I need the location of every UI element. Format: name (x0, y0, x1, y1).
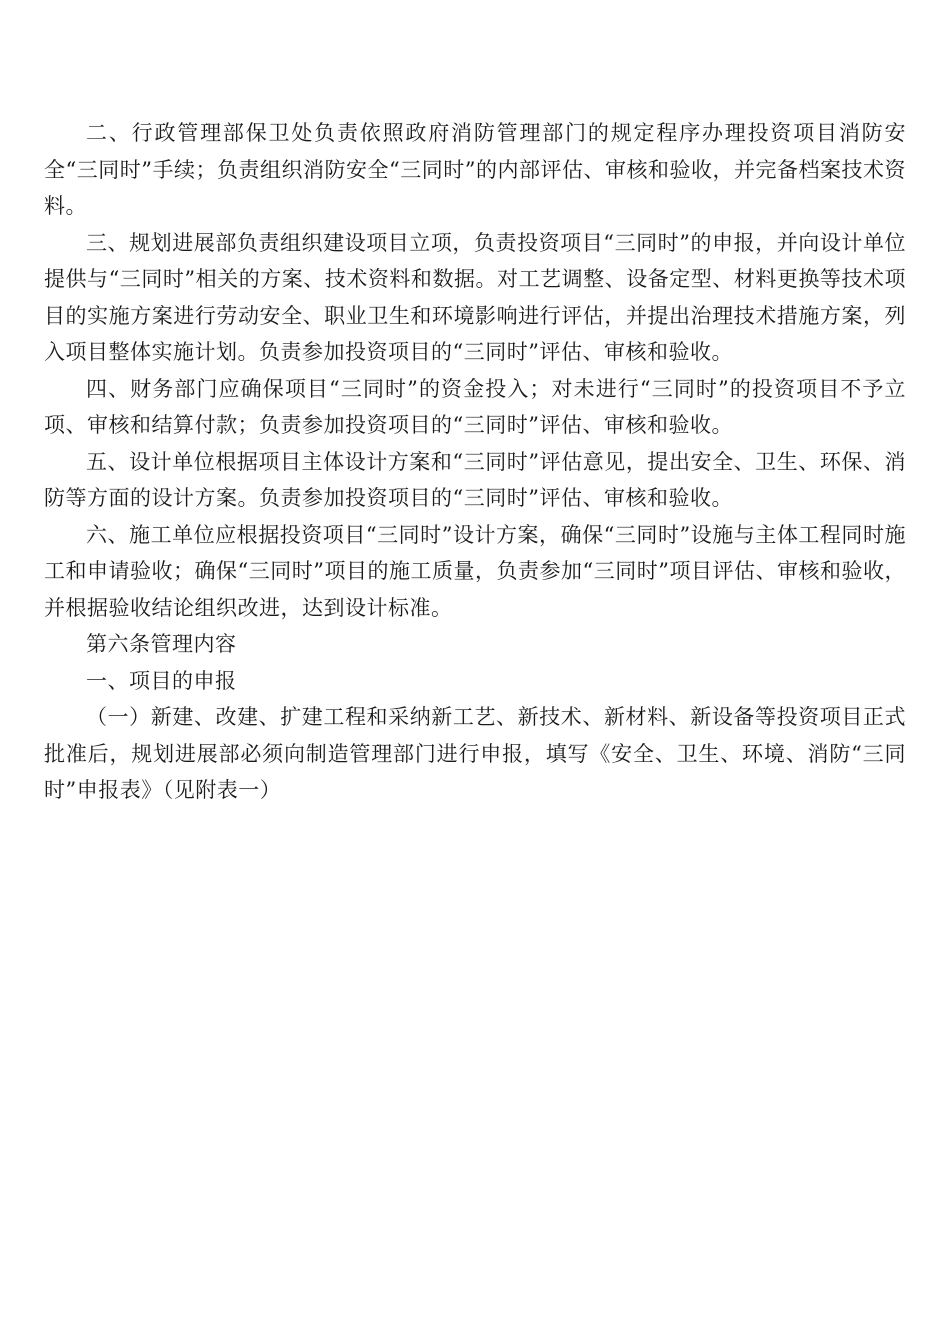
paragraph-planning-department: 三、规划进展部负责组织建设项目立项，负责投资项目“三同时”的申报，并向设计单位提供与“三同时”相关的方案、技术资料和数据。对工艺调整、设备定型、材料更换等技术项目的实施方案进行劳动安全、职业卫生和环境影响进行评估，并提出治理技术措施方案，列入项目整体实施计划。负责参加投资项目的“三同时”评估、审核和验收。 (44, 230, 906, 364)
paragraph-design-unit: 五、设计单位根据项目主体设计方案和“三同时”评估意见，提出安全、卫生、环保、消防等方面的设计方案。负责参加投资项目的“三同时”评估、审核和验收。 (44, 449, 906, 510)
paragraph-construction-unit: 六、施工单位应根据投资项目“三同时”设计方案，确保“三同时”设施与主体工程同时施工和申请验收；确保“三同时”项目的施工质量，负责参加“三同时”项目评估、审核和验收，并根据验收结论组织改进，达到设计标准。 (44, 522, 906, 620)
paragraph-security-department: 二、行政管理部保卫处负责依照政府消防管理部门的规定程序办理投资项目消防安全“三同时”手续；负责组织消防安全“三同时”的内部评估、审核和验收，并完备档案技术资料。 (44, 121, 906, 218)
subheading-project-declaration: 一、项目的申报 (86, 668, 237, 693)
paragraph-finance-department: 四、财务部门应确保项目“三同时”的资金投入；对未进行“三同时”的投资项目不予立项、审核和结算付款；负责参加投资项目的“三同时”评估、审核和验收。 (44, 376, 906, 437)
paragraph-declaration-item-one: （一）新建、改建、扩建工程和采纳新工艺、新技术、新材料、新设备等投资项目正式批准后，规划进展部必须向制造管理部门进行申报，填写《安全、卫生、环境、消防“三同时”申报表》（见附表一） (44, 705, 906, 802)
document-body (44, 115, 906, 809)
section-heading-article-six: 第六条管理内容 (86, 632, 237, 656)
